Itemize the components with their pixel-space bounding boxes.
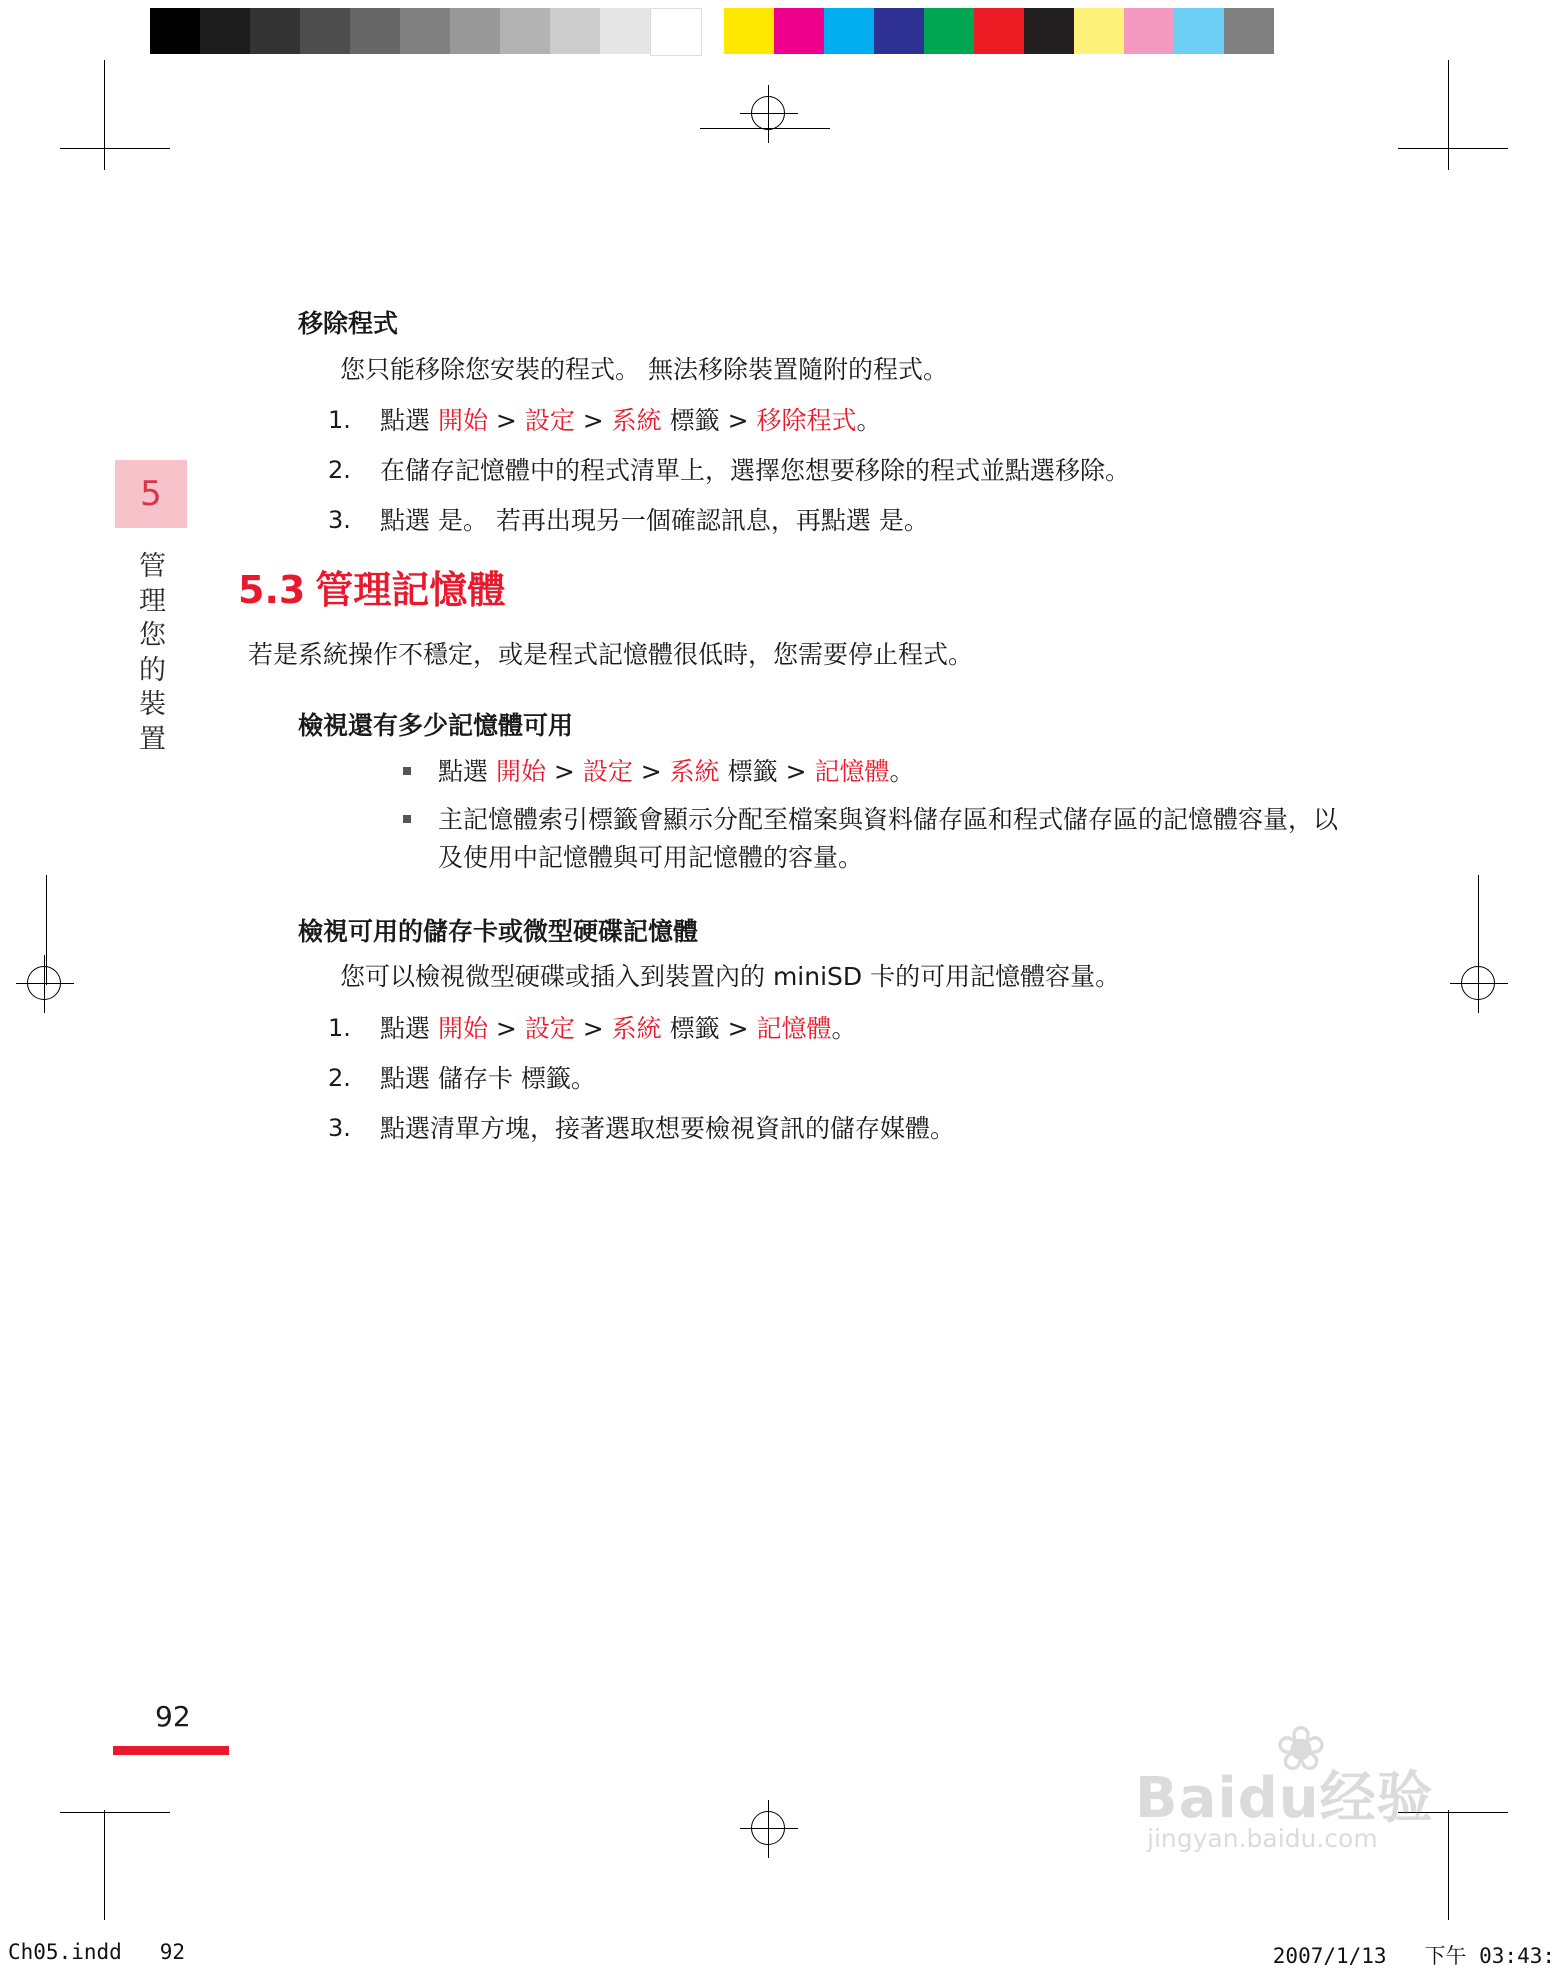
paw-icon: ❀ bbox=[1275, 1712, 1327, 1785]
calibration-swatch-gray-6 bbox=[450, 8, 500, 54]
paragraph-manage-memory-lead: 若是系統操作不穩定，或是程式記憶體很低時，您需要停止程式。 bbox=[248, 639, 974, 669]
step-marker: 2. bbox=[328, 456, 351, 484]
calibration-swatch-color-6 bbox=[1024, 8, 1074, 54]
ui-term: 開始 bbox=[437, 406, 488, 435]
subsection-heading-view-available-memory: 檢視還有多少記憶體可用 bbox=[298, 711, 574, 741]
step-item bbox=[238, 402, 1348, 440]
registration-rule-top bbox=[700, 128, 830, 129]
calibration-swatch-color-1 bbox=[774, 8, 824, 54]
registration-mark-left bbox=[16, 955, 74, 1013]
ui-term: 設定 bbox=[582, 756, 633, 786]
colophon-timestamp: 2007/1/13 下午 03:43: bbox=[1272, 1944, 1555, 1968]
calibration-swatch-color-3 bbox=[874, 8, 924, 54]
text-run: 。 bbox=[856, 406, 882, 435]
bullet-item bbox=[238, 753, 1348, 791]
text-run: 標籤 > bbox=[661, 1013, 757, 1043]
text-run: > bbox=[574, 1013, 612, 1043]
calibration-swatch-gray-3 bbox=[300, 8, 350, 54]
steps-remove-programs bbox=[238, 402, 1348, 540]
calibration-gap bbox=[702, 8, 724, 54]
text-run: > bbox=[487, 406, 525, 435]
section-number: 5.3 bbox=[238, 568, 306, 612]
calibration-swatch-gray-7 bbox=[500, 8, 550, 54]
registration-mark-bottom bbox=[740, 1800, 798, 1858]
bullet-square-icon bbox=[403, 767, 411, 775]
text-run: 在儲存記憶體中的程式清單上，選擇您想要移除的程式並點選移除。 bbox=[380, 456, 1131, 485]
watermark-main-text: Baidu经验 bbox=[1135, 1766, 1434, 1831]
step-item bbox=[238, 452, 1348, 490]
step-marker: 3. bbox=[328, 506, 351, 534]
step-marker: 1. bbox=[328, 406, 351, 434]
calibration-swatch-gray-1 bbox=[200, 8, 250, 54]
ui-term: 設定 bbox=[524, 1013, 575, 1043]
step-item bbox=[238, 1010, 1348, 1048]
text-run: 點選 bbox=[438, 756, 496, 786]
page-content bbox=[238, 305, 1348, 1160]
text-run: 點選清單方塊，接著選取想要檢視資訊的儲存媒體。 bbox=[380, 1113, 956, 1143]
ui-term: 設定 bbox=[524, 406, 575, 435]
watermark-sub-text: jingyan.baidu.com bbox=[1147, 1824, 1378, 1853]
calibration-swatch-color-2 bbox=[824, 8, 874, 54]
step-item bbox=[238, 502, 1348, 540]
registration-mark-top bbox=[740, 85, 798, 143]
subsection-heading-remove-programs: 移除程式 bbox=[298, 309, 399, 338]
chapter-number: 5 bbox=[140, 474, 162, 514]
text-run: > bbox=[632, 756, 670, 786]
text-run: 點選 bbox=[380, 1013, 438, 1043]
subsection-heading-view-storage-card-memory: 檢視可用的儲存卡或微型硬碟記憶體 bbox=[298, 916, 699, 946]
ui-term: 移除程式 bbox=[756, 406, 857, 435]
paragraph-remove-programs-intro: 您只能移除您安裝的程式。 無法移除裝置隨附的程式。 bbox=[340, 354, 948, 384]
text-run: 。 bbox=[889, 756, 915, 786]
calibration-swatch-color-8 bbox=[1124, 8, 1174, 54]
paragraph-storage-card-intro: 您可以檢視微型硬碟或插入到裝置內的 miniSD 卡的可用記憶體容量。 bbox=[340, 962, 1121, 992]
calibration-swatch-gray-4 bbox=[350, 8, 400, 54]
steps-view-storage-card-memory bbox=[238, 1010, 1348, 1148]
text-run: 點選 bbox=[380, 406, 438, 435]
chapter-tab bbox=[115, 460, 187, 528]
calibration-swatch-gray-10 bbox=[650, 8, 702, 56]
calibration-swatch-color-9 bbox=[1174, 8, 1224, 54]
watermark bbox=[1125, 1712, 1525, 1862]
ui-term: 系統 bbox=[669, 756, 720, 786]
calibration-swatch-color-10 bbox=[1224, 8, 1274, 54]
step-item bbox=[238, 1110, 1348, 1148]
ui-term: 系統 bbox=[611, 406, 662, 435]
print-calibration-strip bbox=[150, 8, 1274, 54]
chapter-side-title: 管理您的裝置 bbox=[139, 551, 167, 755]
section-heading-manage-memory bbox=[238, 568, 1348, 614]
text-run: > bbox=[574, 406, 612, 435]
ui-term: 開始 bbox=[437, 1013, 488, 1043]
calibration-swatch-gray-5 bbox=[400, 8, 450, 54]
calibration-swatch-color-0 bbox=[724, 8, 774, 54]
registration-mark-right bbox=[1450, 955, 1508, 1013]
text-run: 標籤 > bbox=[719, 756, 815, 786]
calibration-swatch-gray-8 bbox=[550, 8, 600, 54]
ui-term: 系統 bbox=[611, 1013, 662, 1043]
bullet-square-icon bbox=[403, 815, 411, 823]
ui-term: 記憶體 bbox=[814, 756, 890, 786]
calibration-swatch-color-4 bbox=[924, 8, 974, 54]
step-marker: 2. bbox=[328, 1063, 351, 1092]
calibration-swatch-color-7 bbox=[1074, 8, 1124, 54]
page-number: 92 bbox=[155, 1700, 191, 1733]
text-run: 。 bbox=[831, 1013, 857, 1043]
step-marker: 3. bbox=[328, 1113, 351, 1142]
ui-term: 開始 bbox=[495, 756, 546, 786]
text-run: > bbox=[545, 756, 583, 786]
text-run: 點選 是。 若再出現另一個確認訊息，再點選 是。 bbox=[380, 506, 929, 535]
page-number-rule bbox=[113, 1746, 229, 1755]
text-run: > bbox=[487, 1013, 525, 1043]
spacer bbox=[238, 887, 1348, 913]
calibration-swatch-gray-2 bbox=[250, 8, 300, 54]
ui-term: 記憶體 bbox=[756, 1013, 832, 1043]
calibration-swatch-gray-9 bbox=[600, 8, 650, 54]
step-item bbox=[238, 1060, 1348, 1098]
section-title: 管理記憶體 bbox=[315, 568, 506, 612]
bullet-item bbox=[238, 801, 1348, 877]
text-run: 點選 儲存卡 標籤。 bbox=[380, 1063, 596, 1093]
text-run: 標籤 > bbox=[661, 406, 757, 435]
step-marker: 1. bbox=[328, 1013, 351, 1042]
calibration-swatch-color-5 bbox=[974, 8, 1024, 54]
bullets-view-available-memory bbox=[238, 753, 1348, 877]
text-run: 主記憶體索引標籤會顯示分配至檔案與資料儲存區和程式儲存區的記憶體容量，以及使用中記憶體與可用記憶體的容量。 bbox=[438, 804, 1339, 872]
calibration-swatch-gray-0 bbox=[150, 8, 200, 54]
colophon-file: Ch05.indd 92 bbox=[8, 1940, 186, 1964]
